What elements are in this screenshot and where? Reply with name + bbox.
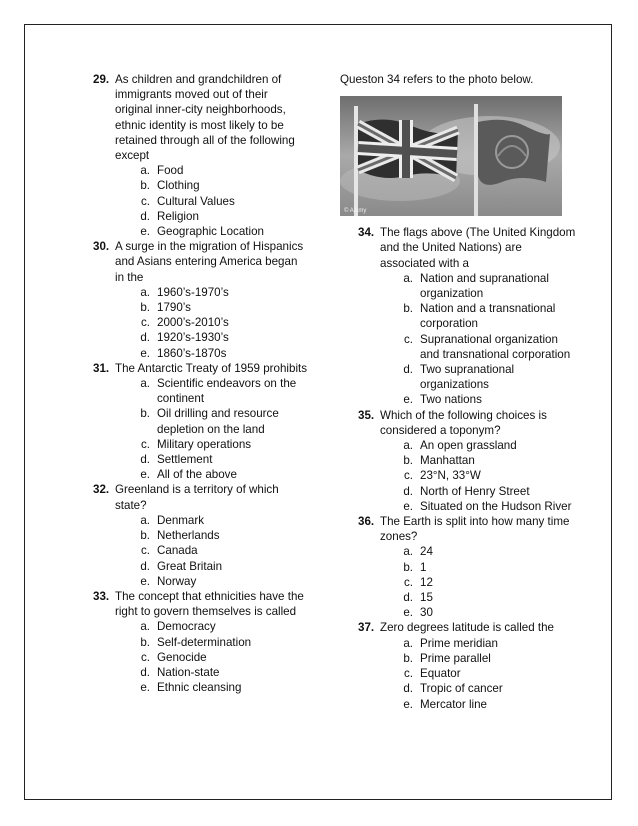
option-letter: b. (140, 301, 150, 315)
option-text: Religion (157, 209, 199, 223)
answer-option (130, 300, 308, 315)
answer-option (130, 346, 308, 361)
option-text: Two nations (420, 393, 482, 407)
right-column (340, 72, 578, 712)
option-letter: e. (140, 225, 150, 239)
option-text: Geographic Location (157, 225, 264, 239)
answer-option (130, 163, 308, 178)
answer-option (393, 590, 578, 605)
option-text: Ethnic cleansing (157, 681, 242, 695)
answer-option (393, 697, 578, 712)
question-text: A surge in the migration of Hispanics and Asians entering America began in the (115, 240, 304, 284)
option-list (93, 163, 308, 239)
option-letter: a. (403, 439, 413, 453)
option-list (340, 636, 578, 712)
option-letter: e. (140, 346, 150, 360)
option-letter: b. (140, 407, 150, 421)
option-text: 12 (420, 575, 433, 589)
option-text: Supranational organization and transnational corporation (420, 332, 571, 361)
option-letter: a. (403, 271, 413, 285)
option-letter: c. (140, 650, 150, 664)
answer-option (130, 559, 308, 574)
option-letter: e. (403, 499, 413, 513)
answer-option (393, 453, 578, 468)
option-letter: a. (140, 620, 150, 634)
answer-option (130, 513, 308, 528)
option-list (340, 271, 578, 408)
option-list (93, 285, 308, 361)
question-number: 29. (93, 73, 110, 86)
option-letter: e. (140, 681, 150, 695)
option-text: Situated on the Hudson River (420, 499, 572, 513)
option-text: Denmark (157, 513, 205, 527)
answer-option (393, 362, 578, 392)
question-text: The Earth is split into how many time zones? (380, 515, 570, 544)
option-letter: a. (403, 636, 413, 650)
answer-option (130, 665, 308, 680)
left-column (93, 72, 308, 695)
option-letter: e. (140, 574, 150, 588)
answer-option (393, 301, 578, 331)
option-text: 1960’s-1970’s (157, 285, 229, 299)
answer-option (393, 544, 578, 559)
photo-caption: © Alamy (344, 208, 367, 215)
question-text: Greenland is a territory of which state? (115, 483, 279, 512)
option-letter: b. (140, 635, 150, 649)
option-letter: d. (140, 209, 150, 223)
question-block (93, 482, 308, 588)
option-text: 15 (420, 591, 433, 605)
option-text: Settlement (157, 453, 213, 467)
option-text: Great Britain (157, 559, 223, 573)
option-text: 1790’s (157, 301, 191, 315)
answer-option (130, 209, 308, 224)
question-block (340, 514, 578, 620)
answer-option (130, 452, 308, 467)
answer-option (130, 194, 308, 209)
answer-option (393, 499, 578, 514)
option-letter: e. (403, 697, 413, 711)
answer-option (130, 680, 308, 695)
option-letter: c. (403, 667, 413, 681)
answer-option (130, 437, 308, 452)
answer-option (130, 650, 308, 665)
answer-option (130, 635, 308, 650)
answer-option (393, 575, 578, 590)
option-letter: c. (140, 544, 150, 558)
answer-option (130, 178, 308, 193)
option-letter: e. (403, 606, 413, 620)
question-number: 32. (93, 483, 110, 497)
option-text: Netherlands (157, 529, 220, 543)
option-letter: c. (140, 316, 150, 330)
option-letter: a. (140, 513, 150, 527)
answer-option (130, 574, 308, 589)
answer-option (393, 560, 578, 575)
answer-option (130, 224, 308, 239)
option-letter: d. (140, 331, 150, 345)
option-text: 2000’s-2010’s (157, 316, 229, 330)
question-number: 37. (358, 621, 375, 635)
option-text: An open grassland (420, 439, 517, 453)
option-letter: a. (403, 545, 413, 559)
answer-option (393, 666, 578, 681)
option-letter: d. (403, 682, 413, 696)
option-letter: d. (403, 363, 413, 377)
question-text: As children and grandchildren of immigrants moved out of their original inner-city neighborhoods, ethnic identity is most likely to be retained through all of the following except (115, 73, 295, 163)
option-letter: b. (403, 560, 413, 574)
answer-option (393, 468, 578, 483)
question-stem (93, 589, 308, 619)
option-letter: a. (140, 285, 150, 299)
answer-option (130, 315, 308, 330)
answer-option (393, 681, 578, 696)
option-text: Cultural Values (157, 194, 235, 208)
option-text: Tropic of cancer (420, 682, 503, 696)
question-number: 33. (93, 589, 110, 603)
option-text: Military operations (157, 437, 252, 451)
photo-intro: Queston 34 refers to the photo below. (340, 73, 534, 86)
option-text: 23°N, 33°W (420, 469, 481, 483)
option-text: Two supranational organizations (420, 363, 515, 392)
option-text: Scientific endeavors on the continent (157, 377, 297, 406)
answer-option (130, 619, 308, 634)
option-list (93, 619, 308, 695)
question-number: 35. (358, 408, 375, 422)
option-text: Nation and supranational organization (420, 271, 549, 301)
question-block (340, 620, 578, 711)
question-stem (340, 225, 578, 271)
option-text: Oil drilling and resource depletion on the land (157, 407, 279, 436)
option-letter: b. (403, 302, 413, 316)
option-text: 24 (420, 545, 433, 559)
option-letter: d. (140, 665, 150, 679)
option-letter: d. (403, 484, 413, 498)
option-text: 1920’s-1930’s (157, 331, 229, 345)
answer-option (393, 484, 578, 499)
option-text: Canada (157, 544, 198, 558)
option-letter: b. (403, 454, 413, 468)
option-list (93, 376, 308, 482)
option-letter: c. (403, 332, 413, 346)
option-text: Democracy (157, 620, 216, 634)
option-text: Prime meridian (420, 636, 498, 650)
question-block (93, 361, 308, 483)
question-number: 36. (358, 515, 375, 529)
answer-option (130, 376, 308, 406)
option-letter: a. (140, 164, 150, 178)
option-list (340, 438, 578, 514)
option-letter: d. (403, 591, 413, 605)
option-text: Nation and a transnational corporation (420, 302, 556, 331)
question-number: 31. (93, 361, 110, 375)
question-number: 30. (93, 240, 110, 254)
option-text: 30 (420, 606, 433, 620)
option-letter: b. (403, 651, 413, 665)
option-text: All of the above (157, 468, 237, 482)
option-text: Nation-state (157, 665, 220, 679)
option-text: Genocide (157, 650, 207, 664)
answer-option (393, 605, 578, 620)
option-text: Norway (157, 574, 197, 588)
answer-option (130, 467, 308, 482)
answer-option (130, 406, 308, 436)
left-question-list (93, 72, 308, 695)
question-stem (340, 620, 578, 635)
question-block (93, 589, 308, 695)
question-block (340, 408, 578, 514)
answer-option (130, 528, 308, 543)
option-list (93, 513, 308, 589)
answer-option (393, 332, 578, 362)
question-block (93, 239, 308, 361)
question-text: Zero degrees latitude is called the (380, 621, 555, 635)
option-text: Prime parallel (420, 651, 491, 665)
question-text: The Antarctic Treaty of 1959 prohibits (115, 361, 308, 375)
option-text: Mercator line (420, 697, 488, 711)
answer-option (130, 285, 308, 300)
option-letter: a. (140, 377, 150, 391)
answer-option (393, 651, 578, 666)
question-stem (340, 514, 578, 544)
question-block (93, 72, 308, 239)
option-text: 1860’s-1870s (157, 346, 227, 360)
question-number: 34. (358, 226, 375, 240)
question-text: The concept that ethnicities have the right to govern themselves is called (115, 589, 304, 619)
question-stem (93, 72, 308, 163)
option-letter: c. (403, 469, 413, 483)
option-list (340, 544, 578, 620)
option-text: Clothing (157, 179, 200, 193)
answer-option (130, 543, 308, 558)
option-letter: b. (140, 529, 150, 543)
question-stem (93, 482, 308, 512)
question-text: Which of the following choices is considered a toponym? (380, 408, 547, 437)
question-stem (93, 239, 308, 285)
question-block (340, 225, 578, 407)
option-text: North of Henry Street (420, 484, 530, 498)
answer-option (393, 438, 578, 453)
option-text: 1 (420, 560, 427, 574)
question-stem (93, 361, 308, 376)
option-letter: d. (140, 559, 150, 573)
option-letter: d. (140, 453, 150, 467)
option-text: Equator (420, 667, 461, 681)
right-question-list (340, 225, 578, 712)
question-text: The flags above (The United Kingdom and the United Nations) are associated with a (380, 226, 576, 270)
option-text: Food (157, 164, 184, 178)
option-letter: e. (140, 468, 150, 482)
option-letter: c. (140, 437, 150, 451)
answer-option (393, 271, 578, 301)
answer-option (393, 392, 578, 407)
answer-option (130, 330, 308, 345)
question-stem (340, 408, 578, 438)
flags-photo (340, 96, 562, 216)
answer-option (393, 636, 578, 651)
option-letter: b. (140, 179, 150, 193)
option-letter: e. (403, 393, 413, 407)
option-letter: c. (140, 194, 150, 208)
option-letter: c. (403, 575, 413, 589)
option-text: Manhattan (420, 454, 475, 468)
option-text: Self-determination (157, 635, 252, 649)
